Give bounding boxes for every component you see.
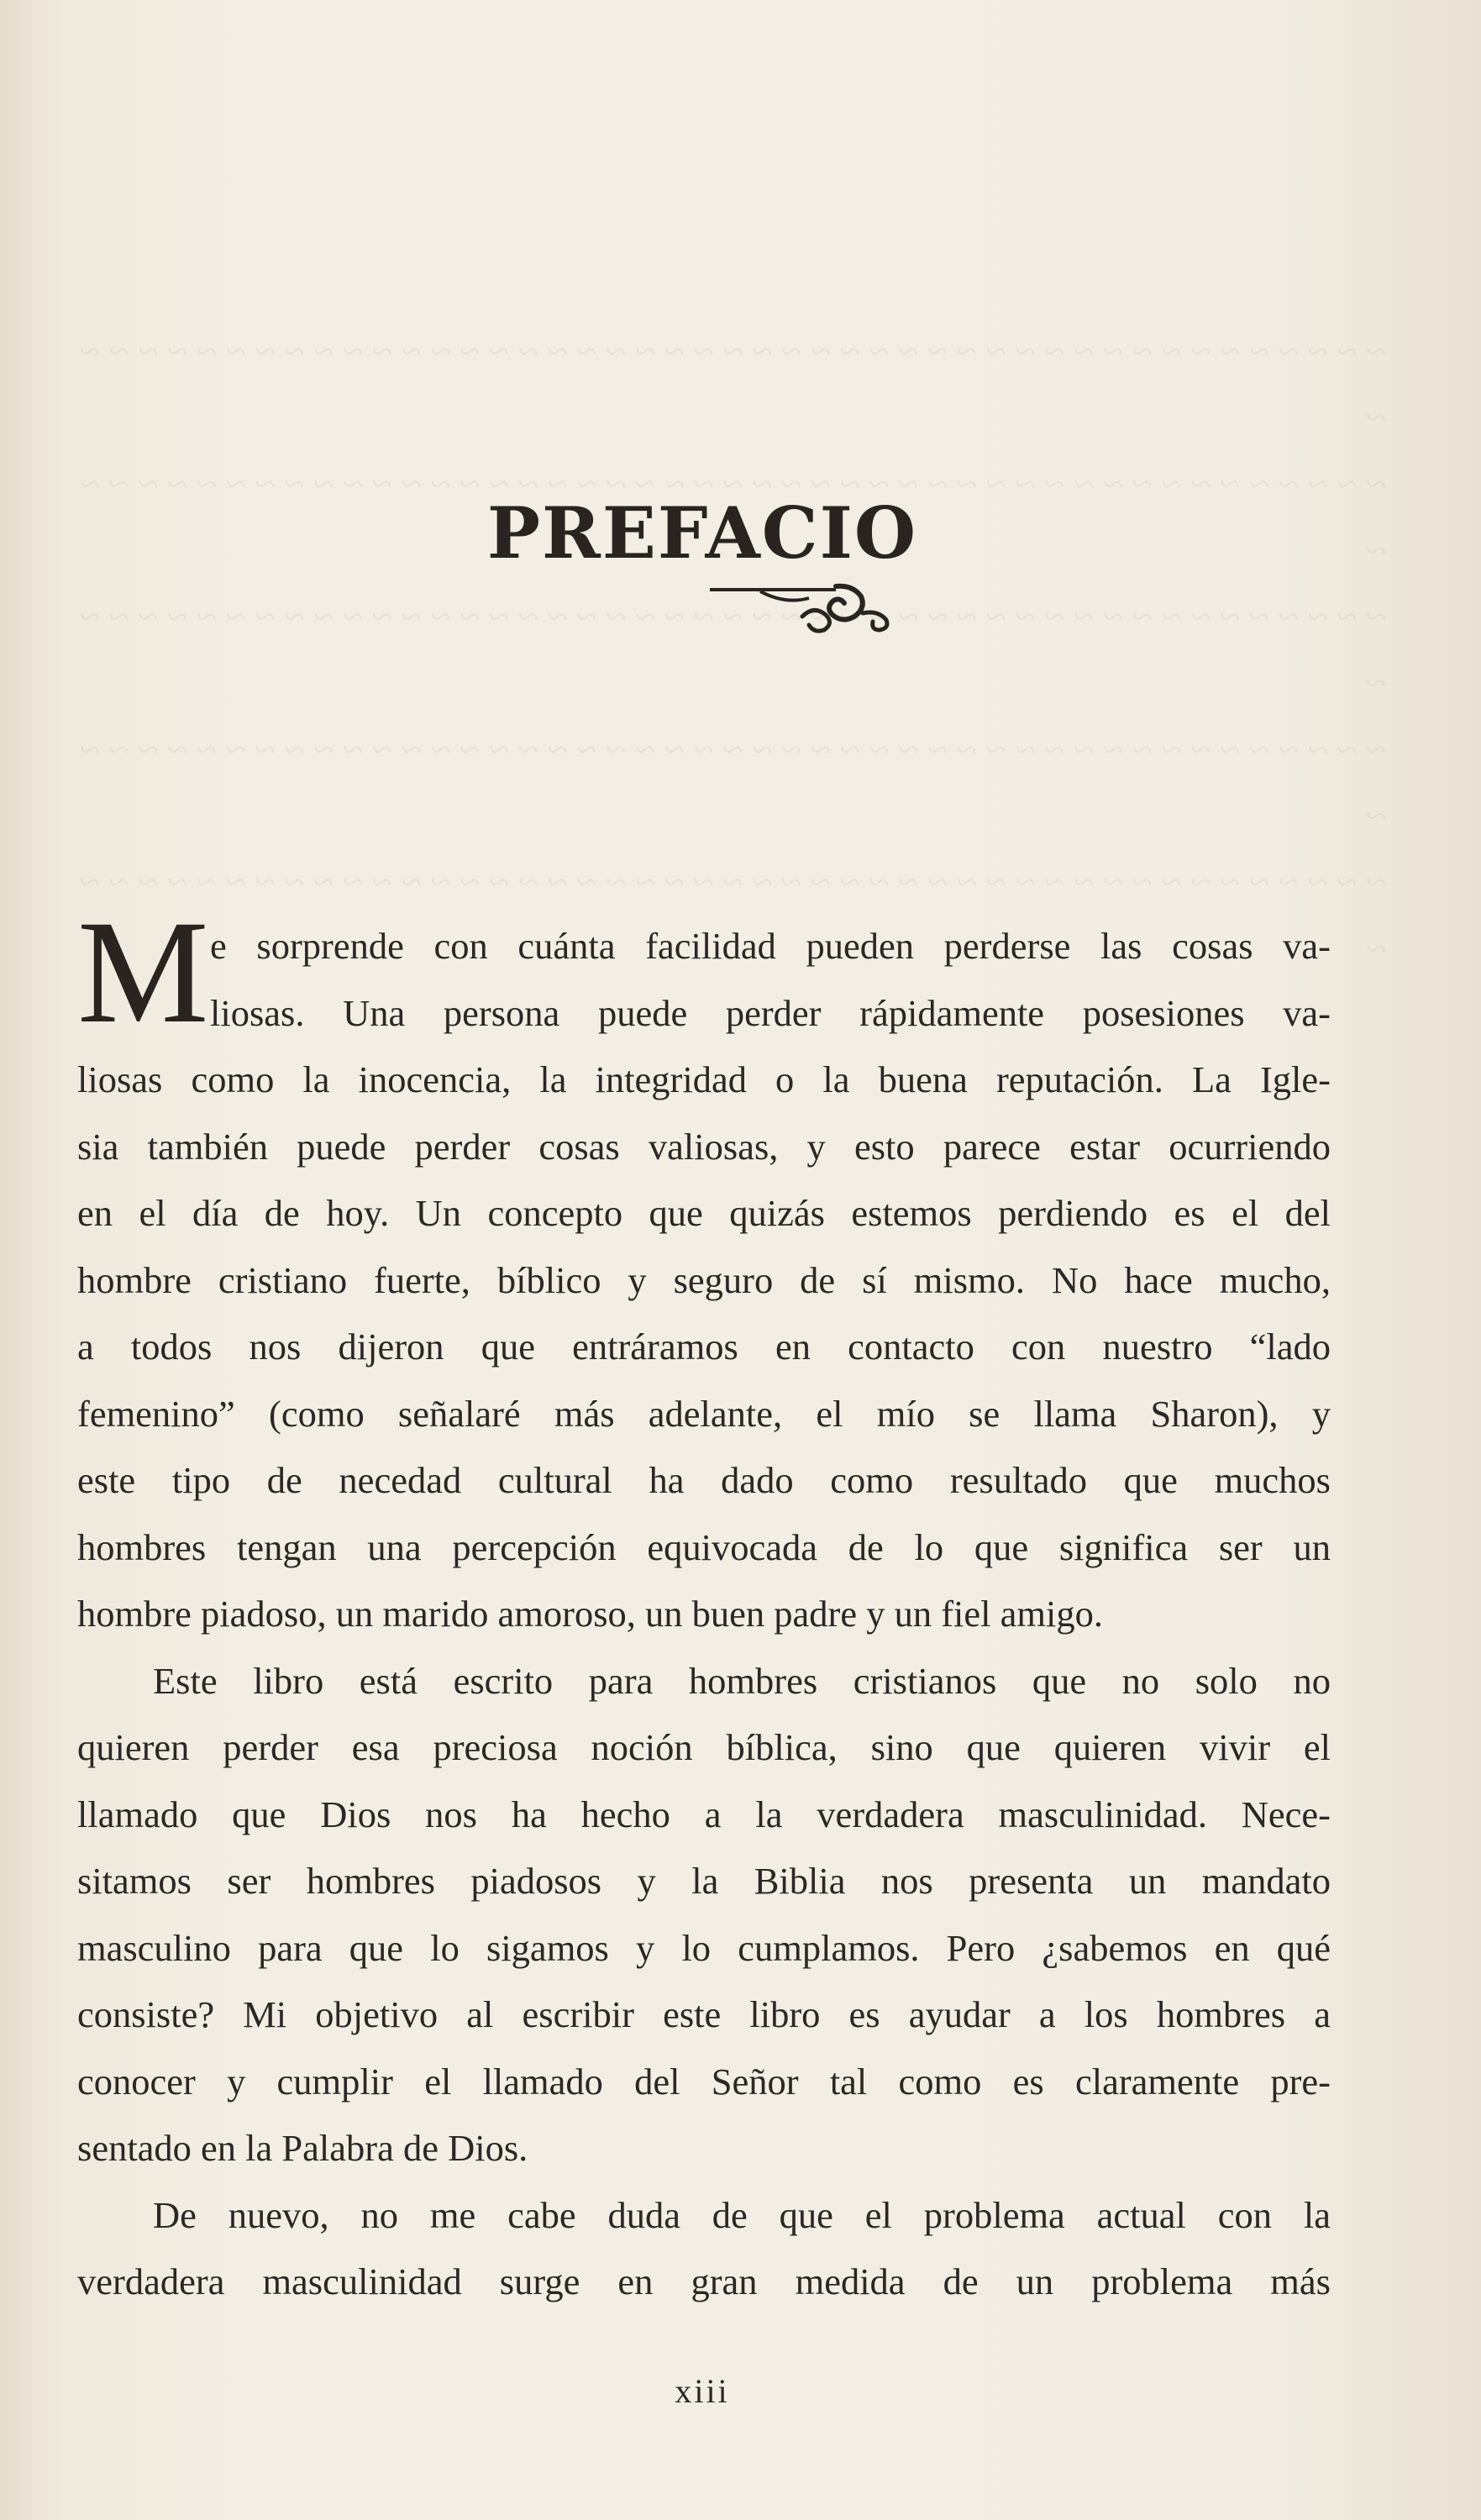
- text-line: a todos nos dijeron que entráramos en contacto con nuestro “lado: [77, 1326, 1331, 1368]
- text-line: liosas. Una persona puede perder rápidamente posesiones va-: [210, 991, 1331, 1034]
- flourish-ornament-icon: [710, 580, 895, 638]
- text-line: consiste? Mi objetivo al escribir este libro es ayudar a los hombres a: [77, 1993, 1331, 2035]
- text-line: femenino” (como señalaré más adelante, el mío se llama Sharon), y: [77, 1392, 1331, 1435]
- page-number: xiii: [675, 2372, 730, 2410]
- text-line: e sorprende con cuánta facilidad pueden perderse las cosas va-: [210, 925, 1331, 967]
- text-line: Este libro está escrito para hombres cristianos que no solo no: [153, 1659, 1331, 1702]
- text-line: liosas como la inocencia, la integridad o la buena reputación. La Igle-: [77, 1058, 1331, 1100]
- text-line: masculino para que lo sigamos y lo cumplamos. Pero ¿sabemos en qué: [77, 1926, 1331, 1969]
- text-line: sia también puede perder cosas valiosas, y esto parece estar ocurriendo: [77, 1125, 1331, 1168]
- text-line: en el día de hoy. Un concepto que quizás estemos perdiendo es el del: [77, 1192, 1331, 1234]
- text-line: De nuevo, no me cabe duda de que el problema actual con la: [153, 2193, 1331, 2236]
- drop-cap: M: [77, 890, 209, 1054]
- text-line: conocer y cumplir el llamado del Señor tal como es claramente pre-: [77, 2060, 1331, 2103]
- text-line: hombres tengan una percepción equivocada de lo que significa ser un: [77, 1525, 1331, 1568]
- text-line: sentado en la Palabra de Dios.: [77, 2127, 528, 2169]
- text-line: quieren perder esa preciosa noción bíblica, sino que quieren vivir el: [77, 1726, 1331, 1768]
- chapter-title: PREFACIO: [486, 491, 918, 575]
- text-line: verdadera masculinidad surge en gran medida de un problema más: [77, 2260, 1331, 2302]
- show-through-text: ~ ~ ~ ~ ~ ~ ~ ~ ~ ~ ~ ~ ~ ~ ~ ~ ~ ~ ~ ~ ~ ~ ~ ~ ~ ~ ~ ~ ~ ~ ~ ~ ~ ~ ~ ~ ~ ~ ~ ~ ~ ~ ~ ~ ~ ~ ~ ~ ~ ~ ~ ~ ~ ~ ~ ~ ~ ~ ~ ~ ~ ~ ~ ~ ~ ~ ~ ~ ~ ~ ~ ~ ~ ~ ~ ~ ~ ~ ~ ~ ~ ~ ~ ~ ~ ~ ~ ~ ~ ~ ~ ~ ~ ~ ~ ~ ~ ~ ~ ~ ~ ~ ~ ~ ~ ~ ~ ~ ~ ~ ~ ~ ~ ~ ~ ~ ~ ~ ~ ~ ~ ~ ~ ~ ~ ~ ~ ~ ~ ~ ~ ~ ~ ~ ~ ~ ~ ~ ~ ~ ~ ~ ~ ~ ~ ~ ~ ~ ~ ~ ~ ~ ~ ~ ~ ~ ~ ~ ~ ~ ~ ~ ~ ~ ~ ~ ~ ~ ~ ~ ~ ~ ~ ~ ~ ~ ~ ~ ~ ~ ~ ~ ~ ~ ~ ~ ~ ~ ~ ~ ~ ~ ~ ~ ~ ~ ~ ~ ~ ~ ~ ~ ~ ~ ~ ~ ~ ~ ~ ~ ~ ~ ~ ~ ~ ~ ~ ~ ~ ~ ~ ~ ~ ~ ~ ~ ~ ~ ~ ~: [79, 331, 1386, 969]
- text-line: este tipo de necedad cultural ha dado como resultado que muchos: [77, 1459, 1331, 1501]
- text-line: hombre cristiano fuerte, bíblico y seguro de sí mismo. No hace mucho,: [77, 1258, 1331, 1301]
- text-line: llamado que Dios nos ha hecho a la verdadera masculinidad. Nece-: [77, 1793, 1331, 1835]
- body-text: [77, 913, 1331, 2316]
- text-line: sitamos ser hombres piadosos y la Biblia nos presenta un mandato: [77, 1860, 1331, 1902]
- text-line: hombre piadoso, un marido amoroso, un buen padre y un fiel amigo.: [77, 1593, 1104, 1635]
